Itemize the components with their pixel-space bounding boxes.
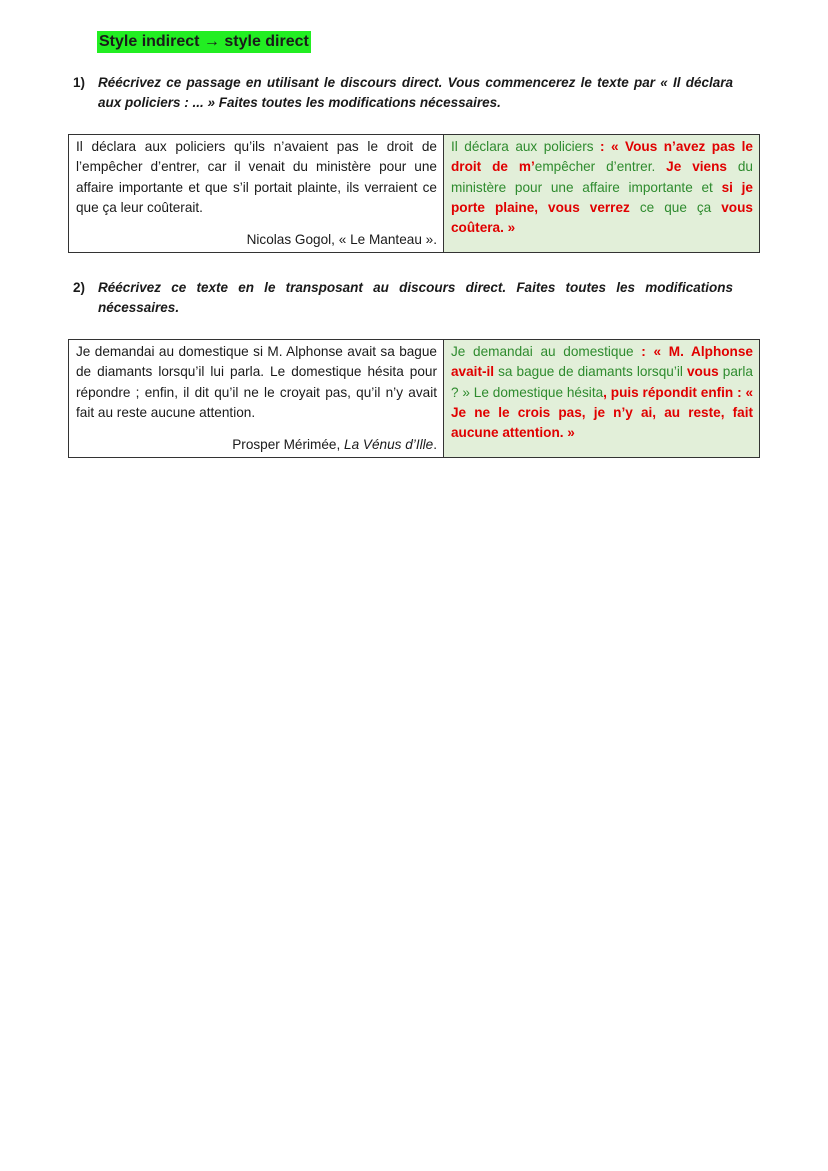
answer-segment-changed: , puis répondit enfin : « Je ne le crois pas, je n’y ai, au reste, fait aucune attention. » [451, 384, 753, 441]
question-1-number: 1) [73, 75, 86, 90]
exercise-2-original-cell [69, 340, 444, 458]
question-2-instruction: Réécrivez ce texte en le transposant au discours direct. Faites toutes les modifications nécessaires. [98, 280, 733, 315]
page-title: Style indirect → style direct [97, 31, 311, 53]
answer-segment: ce que ça [629, 199, 722, 215]
answer-segment: parla ? » Le domestique hésita [451, 364, 753, 400]
exercise-2-original-text: Je demandai au domestique si M. Alphonse avait sa bague de diamants lorsqu’il lui parla. Le domestique hésita pour répondre ; enfin, il dit qu’il ne le croyait pas, qu’il n’y avait fait au reste aucune attention. [76, 344, 437, 420]
answer-segment-changed: si je porte plaine, vous verrez [451, 179, 753, 215]
answer-segment: Il déclara aux policiers [451, 139, 601, 154]
source-end: . [433, 437, 437, 453]
exercise-1-table [68, 134, 760, 253]
answer-segment: sa bague de diamants lorsqu’il [494, 364, 687, 380]
answer-segment: du ministère pour une affaire importante et [451, 159, 753, 195]
exercise-2-table [68, 339, 760, 458]
answer-segment-changed: : « M. Alphonse avait-il [451, 344, 753, 380]
answer-segment-changed: vous coûtera. » [451, 199, 753, 236]
answer-segment: empêcher d’entrer. [534, 159, 667, 175]
exercise-1-answer-text [451, 139, 753, 235]
question-1-instruction: Réécrivez ce passage en utilisant le discours direct. Vous commencerez le texte par « Il déclara aux policiers : ... » Faites toutes les modifications nécessaires. [98, 75, 733, 110]
source-author: Prosper Mérimée, [232, 437, 345, 453]
answer-segment-changed: Je viens [666, 159, 727, 175]
exercise-2-answer-text [451, 344, 753, 440]
source-work: La Vénus d’Ille [344, 437, 434, 453]
exercise-1-original-cell [69, 135, 444, 253]
answer-segment-changed: vous [686, 364, 719, 380]
question-1 [73, 73, 733, 113]
answer-segment-changed: : « Vous n’avez pas le droit de m’ [451, 139, 753, 175]
exercise-1-original-text: Il déclara aux policiers qu’ils n’avaient pas le droit de l’empêcher d’entrer, car il venait du ministère pour une affaire importante et que s’il portait plainte, ils verraient ce que ça leur coûterait. [76, 139, 437, 215]
exercise-2-answer-cell [444, 340, 760, 458]
exercise-1-answer-cell [444, 135, 760, 253]
question-2 [73, 278, 733, 318]
question-2-number: 2) [73, 280, 86, 295]
exercise-1-source: Nicolas Gogol, « Le Manteau ». [246, 232, 437, 248]
answer-segment: Je demandai au domestique [451, 344, 642, 359]
exercise-2-source [76, 435, 437, 455]
